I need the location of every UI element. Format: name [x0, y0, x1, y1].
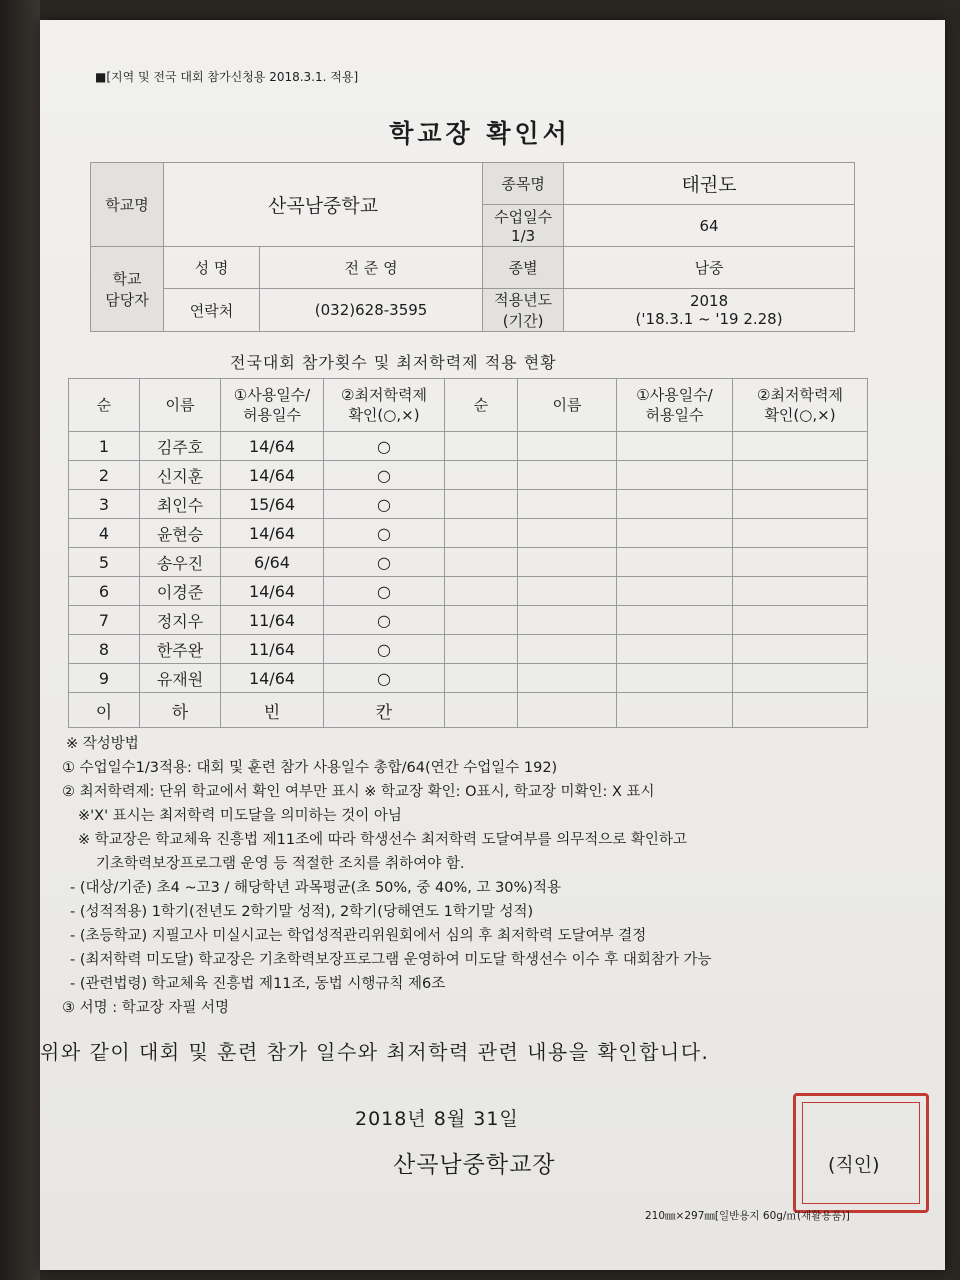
issue-date: 2018년 8월 31일	[355, 1108, 519, 1130]
athlete-name: 윤현승	[140, 519, 221, 548]
empty-cell	[518, 519, 617, 548]
row-number: 2	[69, 461, 140, 490]
empty-cell	[445, 635, 518, 664]
row-number: 9	[69, 664, 140, 693]
division-value: 남중	[564, 247, 855, 289]
empty-cell	[617, 490, 733, 519]
academic-check: ○	[324, 461, 445, 490]
blank-word-1: 이	[69, 693, 140, 728]
note-line: - (최저학력 미도달) 학교장은 기초학력보장프로그램 운영하여 미도달 학생선수 이수 후 대회참가 가능	[70, 952, 712, 968]
empty-cell	[518, 432, 617, 461]
athlete-name: 한주완	[140, 635, 221, 664]
empty-cell	[733, 606, 868, 635]
days-used: 11/64	[221, 606, 324, 635]
school-info-table	[90, 162, 855, 332]
header-days-2: ①사용일수/ 허용일수	[617, 379, 733, 432]
days-used: 6/64	[221, 548, 324, 577]
seal-label: (직인)	[828, 1154, 880, 1176]
confirmation-statement: 위와 같이 대회 및 훈련 참가 일수와 최저학력 관련 내용을 확인합니다.	[40, 1040, 710, 1064]
note-line: - (성적적용) 1학기(전년도 2학기말 성적), 2학기(당해연도 1학기말 성적)	[70, 904, 534, 920]
table-row	[69, 664, 868, 693]
academic-check: ○	[324, 664, 445, 693]
empty-cell	[445, 490, 518, 519]
academic-check: ○	[324, 635, 445, 664]
table-row	[69, 635, 868, 664]
empty-cell	[445, 461, 518, 490]
row-number: 5	[69, 548, 140, 577]
note-line: ※ 학교장은 학교체육 진흥법 제11조에 따라 학생선수 최저학력 도달여부를 의무적으로 확인하고	[78, 832, 687, 848]
header-check: ②최저학력제 확인(○,×)	[324, 379, 445, 432]
row-number: 1	[69, 432, 140, 461]
empty-cell	[445, 577, 518, 606]
athlete-name: 유재원	[140, 664, 221, 693]
table-row	[69, 519, 868, 548]
principal-title: 산곡남중학교장	[393, 1152, 556, 1178]
note-line: ② 최저학력제: 단위 학교에서 확인 여부만 표시 ※ 학교장 확인: O표시, 학교장 미확인: X 표시	[62, 784, 655, 800]
empty-cell	[518, 635, 617, 664]
days-used: 15/64	[221, 490, 324, 519]
empty-cell	[445, 693, 518, 728]
empty-cell	[617, 548, 733, 577]
academic-check: ○	[324, 490, 445, 519]
empty-cell	[617, 693, 733, 728]
empty-cell	[617, 664, 733, 693]
days-used: 14/64	[221, 432, 324, 461]
empty-cell	[733, 664, 868, 693]
empty-cell	[733, 577, 868, 606]
row-number: 4	[69, 519, 140, 548]
row-number: 8	[69, 635, 140, 664]
table-row	[69, 606, 868, 635]
header-no: 순	[69, 379, 140, 432]
empty-cell	[617, 577, 733, 606]
table-row	[69, 461, 868, 490]
header-name-2: 이름	[518, 379, 617, 432]
empty-cell	[617, 432, 733, 461]
academic-check: ○	[324, 432, 445, 461]
athlete-name: 정지우	[140, 606, 221, 635]
table-row	[69, 490, 868, 519]
empty-cell	[733, 635, 868, 664]
period-value: 2018 ('18.3.1 ~ '19 2.28)	[564, 289, 855, 332]
empty-cell	[518, 664, 617, 693]
blank-word-4: 칸	[324, 693, 445, 728]
table-header-row	[69, 379, 868, 432]
paper-spec: 210㎜×297㎜[일반용지 60g/㎡(재활용품)]	[645, 1210, 850, 1222]
contact-value: (032)628-3595	[260, 289, 483, 332]
note-line: - (대상/기준) 초4 ~고3 / 해당학년 과목평균(초 50%, 중 40%, 고 30%)적용	[70, 880, 561, 896]
period-label: 적용년도 (기간)	[483, 289, 564, 332]
empty-cell	[733, 693, 868, 728]
empty-cell	[518, 693, 617, 728]
staff-label: 학교 담당자	[91, 247, 164, 332]
athlete-table	[68, 378, 868, 728]
days-used: 14/64	[221, 519, 324, 548]
header-days: ①사용일수/ 허용일수	[221, 379, 324, 432]
note-line: - (초등학교) 지필고사 미실시교는 학업성적관리위원회에서 심의 후 최저학력 도달여부 결정	[70, 928, 647, 944]
empty-cell	[733, 432, 868, 461]
background-left	[0, 0, 40, 1280]
empty-cell	[733, 461, 868, 490]
empty-cell	[617, 635, 733, 664]
note-line: ※ 작성방법	[66, 736, 139, 752]
athlete-name: 최인수	[140, 490, 221, 519]
days-used: 14/64	[221, 577, 324, 606]
days-used: 11/64	[221, 635, 324, 664]
academic-check: ○	[324, 577, 445, 606]
contact-label: 연락처	[164, 289, 260, 332]
empty-cell	[733, 519, 868, 548]
empty-cell	[733, 490, 868, 519]
row-number: 6	[69, 577, 140, 606]
empty-cell	[518, 548, 617, 577]
table-row	[69, 548, 868, 577]
empty-cell	[445, 519, 518, 548]
athlete-name: 신지훈	[140, 461, 221, 490]
row-number: 3	[69, 490, 140, 519]
empty-cell	[445, 548, 518, 577]
empty-cell	[518, 461, 617, 490]
empty-cell	[445, 606, 518, 635]
athlete-name: 김주호	[140, 432, 221, 461]
empty-cell	[518, 577, 617, 606]
header-check-2: ②최저학력제 확인(○,×)	[733, 379, 868, 432]
header-no-2: 순	[445, 379, 518, 432]
empty-cell	[518, 606, 617, 635]
table-row	[69, 577, 868, 606]
event-value: 태권도	[564, 163, 855, 205]
note-line: 기초학력보장프로그램 운영 등 적절한 조치를 취하여야 함.	[96, 856, 465, 872]
school-name-label: 학교명	[91, 163, 164, 247]
days-used: 14/64	[221, 461, 324, 490]
school-name-value: 산곡남중학교	[164, 163, 483, 247]
empty-cell	[617, 461, 733, 490]
division-label: 종별	[483, 247, 564, 289]
class-days-label: 수업일수 1/3	[483, 205, 564, 247]
instructions	[62, 732, 912, 1020]
note-line: - (관련법령) 학교체육 진흥법 제11조, 동법 시행규칙 제6조	[70, 976, 446, 992]
table-last-row	[69, 693, 868, 728]
note-line: ※'X' 표시는 최저학력 미도달을 의미하는 것이 아님	[78, 808, 402, 824]
empty-cell	[733, 548, 868, 577]
table-row	[69, 432, 868, 461]
section-title: 전국대회 참가횟수 및 최저학력제 적용 현황	[230, 353, 557, 372]
staff-name: 전 준 영	[260, 247, 483, 289]
academic-check: ○	[324, 519, 445, 548]
event-label: 종목명	[483, 163, 564, 205]
form-code: ■[지역 및 전국 대회 참가신청용 2018.3.1. 적용]	[95, 70, 359, 84]
athlete-name: 이경준	[140, 577, 221, 606]
days-used: 14/64	[221, 664, 324, 693]
blank-word-3: 빈	[221, 693, 324, 728]
empty-cell	[617, 606, 733, 635]
empty-cell	[445, 664, 518, 693]
athlete-name: 송우진	[140, 548, 221, 577]
empty-cell	[445, 432, 518, 461]
academic-check: ○	[324, 606, 445, 635]
blank-word-2: 하	[140, 693, 221, 728]
header-name: 이름	[140, 379, 221, 432]
note-line: ① 수업일수1/3적용: 대회 및 훈련 참가 사용일수 총합/64(연간 수업일수 192)	[62, 760, 558, 776]
empty-cell	[617, 519, 733, 548]
academic-check: ○	[324, 548, 445, 577]
row-number: 7	[69, 606, 140, 635]
name-label: 성 명	[164, 247, 260, 289]
class-days-value: 64	[564, 205, 855, 247]
page-title: 학교장 확인서	[389, 119, 571, 148]
note-line: ③ 서명 : 학교장 자필 서명	[62, 1000, 229, 1016]
empty-cell	[518, 490, 617, 519]
